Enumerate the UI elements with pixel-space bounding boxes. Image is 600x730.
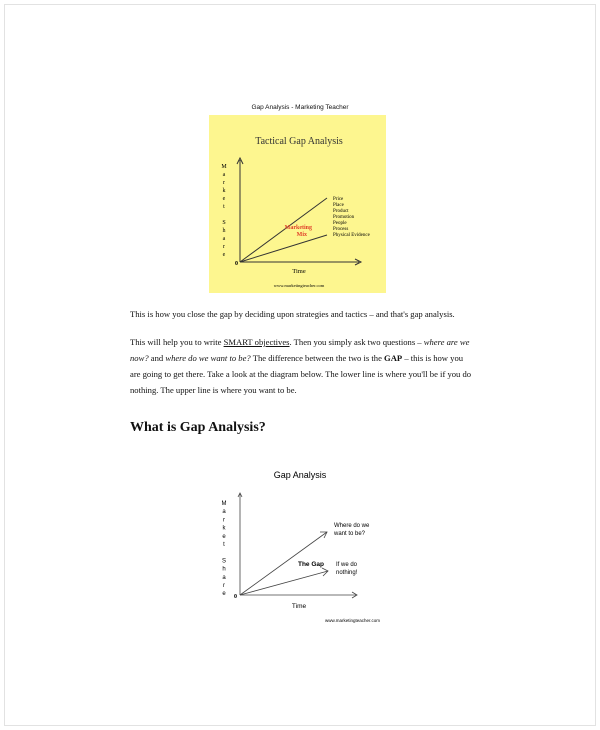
y-axis-letter: a <box>222 236 226 242</box>
figure-title: Gap Analysis <box>273 470 327 480</box>
y-axis-letter: h <box>222 228 226 234</box>
y-axis-letter: S <box>221 558 227 565</box>
svg-text:Mix: Mix <box>296 232 307 238</box>
tactical-gap-analysis-figure <box>209 115 386 293</box>
y-axis-letter: r <box>223 180 225 186</box>
y-axis-letter: a <box>222 509 226 516</box>
mix-item: Process <box>333 227 349 232</box>
figure-title: Tactical Gap Analysis <box>255 136 343 147</box>
svg-text:nothing!: nothing! <box>336 570 358 576</box>
x-axis-label: Time <box>292 268 306 275</box>
smart-objectives-link[interactable]: SMART objectives <box>223 337 290 347</box>
origin-label: 0 <box>235 261 238 267</box>
y-axis-label <box>222 501 227 597</box>
x-axis-label: Time <box>291 603 307 610</box>
y-axis-letter: r <box>223 517 225 524</box>
y-axis-letter: e <box>222 533 226 540</box>
mix-item: Product <box>333 209 349 214</box>
mix-item: People <box>333 221 347 226</box>
y-axis-letter: t <box>223 542 225 548</box>
y-axis-letter: t <box>223 204 225 210</box>
upper-line-label: Where do we <box>334 523 370 529</box>
y-axis-letter: e <box>222 252 226 258</box>
gap-analysis-figure <box>210 460 410 630</box>
y-axis-letter: e <box>222 196 226 202</box>
mix-item: Physical Evidence <box>333 233 370 238</box>
gap-label: The Gap <box>297 561 325 568</box>
figure-caption: Gap Analysis - Marketing Teacher <box>251 104 349 111</box>
paragraph-2: This will help you to write SMART objectives. Then you simply ask two questions – where are we now? and where do we want to be? The difference between the two is the GAP – this is how you are going to get there. Take a look at the diagram below. The lower line is where you'll be if you do nothing. The upper line is where you want to be. <box>130 337 472 395</box>
y-axis-letter: a <box>222 574 226 581</box>
y-axis-letter: r <box>223 244 225 250</box>
site-url: www.marketingteacher.com <box>324 618 380 623</box>
y-axis-letter: k <box>222 188 226 194</box>
mix-item: Price <box>333 197 344 202</box>
section-heading: What is Gap Analysis? <box>130 420 266 435</box>
y-axis-letter: e <box>222 591 226 598</box>
y-axis-letter: M <box>221 501 227 507</box>
mix-item: Promotion <box>333 215 355 220</box>
paragraph-1: This is how you close the gap by deciding upon strategies and tactics – and that's gap analysis. <box>130 309 455 319</box>
marketing-mix-label: Marketing <box>284 225 312 231</box>
mix-item: Place <box>333 203 344 208</box>
site-url: www.marketingteacher.com <box>273 283 325 288</box>
y-axis-letter: r <box>223 583 225 589</box>
y-axis-letter: h <box>222 566 226 573</box>
y-axis-letter: M <box>221 164 227 170</box>
y-axis-letter: S <box>222 220 226 226</box>
y-axis-letter: k <box>222 525 226 532</box>
lower-line-label: If we do <box>336 562 358 568</box>
svg-text:want to be?: want to be? <box>334 531 366 537</box>
origin-label: 0 <box>234 594 237 600</box>
y-axis-letter: a <box>222 172 226 178</box>
